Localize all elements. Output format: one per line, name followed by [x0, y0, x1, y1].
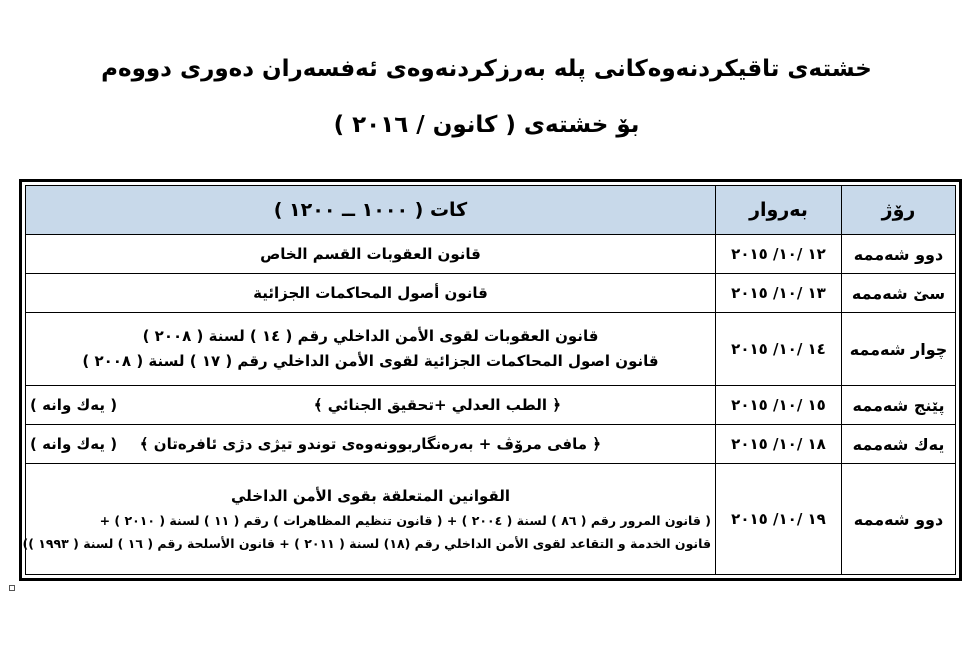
table-header-row — [26, 186, 956, 235]
subject-line: قانون العقوبات لقوى الأمن الداخلي رقم ( ١٤ ) لسنة ( ٢٠٠٨ ) — [142, 327, 599, 345]
table-row — [26, 274, 956, 313]
column-header-day: رۆژ — [842, 186, 956, 235]
day-cell: سێ شەممە — [842, 274, 956, 313]
lesson-note: ( یەك وانە ) — [30, 435, 118, 453]
corner-mark — [9, 585, 15, 591]
schedule-table-frame — [19, 179, 962, 581]
page-title: خشتەی تاقیکردنەوەکانی پلە بەرزکردنەوەی ئەفسەران دەوری دووەم — [101, 56, 872, 82]
subject-cell — [26, 425, 716, 464]
page-subtitle: بۆ خشتەی ( کانون / ٢٠١٦ ) — [333, 112, 640, 138]
subject-line: قانون الخدمة و التقاعد لقوى الأمن الداخلي رقم (١٨) لسنة ( ٢٠١١ ) + قانون الأسلحة رقم ( ١٦ ) لسنة ( ١٩٩٣ )) — [22, 535, 711, 551]
subject-cell: قانون أصول المحاكمات الجزائية — [26, 274, 716, 313]
day-cell: یەك شەممە — [842, 425, 956, 464]
column-header-date: بەروار — [716, 186, 842, 235]
table-row — [26, 235, 956, 274]
date-cell: ١٢ /١٠/ ٢٠١٥ — [716, 235, 842, 274]
date-cell: ١٤ /١٠/ ٢٠١٥ — [716, 313, 842, 386]
subject-line: ( قانون المرور رقم ( ٨٦ ) لسنة ( ٢٠٠٤ ) + ( قانون تنظيم المظاهرات ) رقم ( ١١ ) لسنة ( ٢٠١٠ ) + — [99, 512, 711, 528]
date-cell: ١٥ /١٠/ ٢٠١٥ — [716, 386, 842, 425]
date-cell: ١٨ /١٠/ ٢٠١٥ — [716, 425, 842, 464]
day-cell: چوار شەممە — [842, 313, 956, 386]
table-row — [26, 386, 956, 425]
subject-line: قانون اصول المحاكمات الجزائية لقوى الأمن الداخلي رقم ( ١٧ ) لسنة ( ٢٠٠٨ ) — [82, 352, 659, 370]
date-cell: ١٣ /١٠/ ٢٠١٥ — [716, 274, 842, 313]
subject-heading: القوانين المتعلقة بقوى الأمن الداخلي — [230, 486, 511, 505]
subject-text: ﴿ مافی مرۆڤ + بەرەنگاربوونەوەی توندو تیژی دژی ئافرەتان ﴾ — [139, 435, 601, 453]
lesson-note: ( یەك وانە ) — [30, 396, 118, 414]
day-cell: دوو شەممە — [842, 464, 956, 575]
subject-cell — [22, 464, 716, 575]
day-cell: دوو شەممە — [842, 235, 956, 274]
table-row — [26, 464, 956, 575]
date-cell: ١٩ /١٠/ ٢٠١٥ — [716, 464, 842, 575]
subject-cell: قانون العقوبات القسم الخاص — [26, 235, 716, 274]
table-row — [26, 313, 956, 386]
schedule-table — [22, 185, 956, 575]
table-row — [26, 425, 956, 464]
column-header-time: كات ( ١٠٠٠ ــ ١٢٠٠ ) — [26, 186, 716, 235]
subject-cell — [26, 386, 716, 425]
day-cell: پێنج شەممە — [842, 386, 956, 425]
subject-cell — [26, 313, 716, 386]
subject-text: ﴿ الطب العدلي +تحقيق الجنائي ﴾ — [313, 396, 561, 414]
